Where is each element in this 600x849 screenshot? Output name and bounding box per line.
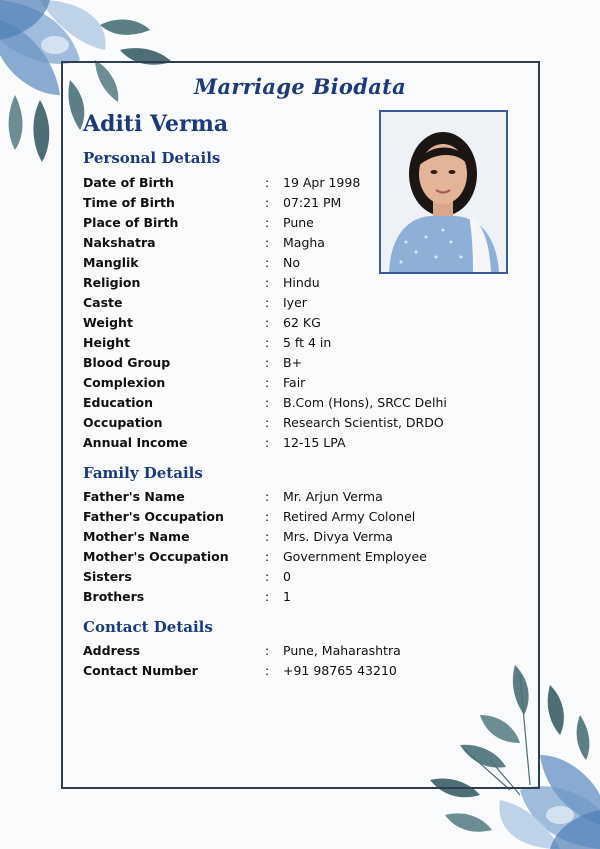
personal-row <box>83 392 447 412</box>
field-separator: : <box>265 314 270 330</box>
field-value: Retired Army Colonel <box>283 508 416 524</box>
field-value: 1 <box>283 588 291 604</box>
field-value: 5 ft 4 in <box>283 334 332 350</box>
personal-row <box>83 252 300 272</box>
personal-row <box>83 312 321 332</box>
field-value: No <box>283 254 300 270</box>
field-label: Weight <box>83 314 133 330</box>
field-separator: : <box>265 508 270 524</box>
field-value: Mr. Arjun Verma <box>283 488 383 504</box>
field-value: 12-15 LPA <box>283 434 346 450</box>
field-label: Occupation <box>83 414 163 430</box>
personal-row <box>83 272 320 292</box>
field-value: Pune, Maharashtra <box>283 642 401 658</box>
field-separator: : <box>265 274 270 290</box>
field-label: Sisters <box>83 568 132 584</box>
field-value: 0 <box>283 568 291 584</box>
personal-row <box>83 292 307 312</box>
field-value: 62 KG <box>283 314 321 330</box>
field-value: Mrs. Divya Verma <box>283 528 393 544</box>
field-label: Nakshatra <box>83 234 156 250</box>
section-heading-personal: Personal Details <box>83 149 221 167</box>
profile-photo <box>379 110 508 274</box>
field-value: Research Scientist, DRDO <box>283 414 444 430</box>
field-value: 07:21 PM <box>283 194 342 210</box>
document-title: Marriage Biodata <box>193 74 407 99</box>
field-separator: : <box>265 528 270 544</box>
personal-row <box>83 212 314 232</box>
field-value: Hindu <box>283 274 320 290</box>
field-separator: : <box>265 642 270 658</box>
field-label: Brothers <box>83 588 145 604</box>
field-separator: : <box>265 488 270 504</box>
field-separator: : <box>265 234 270 250</box>
personal-row <box>83 412 444 432</box>
section-heading-contact: Contact Details <box>83 618 213 636</box>
field-value: +91 98765 43210 <box>283 663 397 678</box>
field-separator: : <box>265 434 270 450</box>
field-separator: : <box>265 588 270 604</box>
field-separator: : <box>265 663 270 678</box>
field-label: Manglik <box>83 254 139 270</box>
field-label: Address <box>83 642 141 658</box>
field-separator: : <box>265 334 270 350</box>
field-separator: : <box>265 568 270 584</box>
field-label: Caste <box>83 294 123 310</box>
field-label: Annual Income <box>83 434 188 450</box>
field-separator: : <box>265 414 270 430</box>
field-label: Height <box>83 334 131 350</box>
field-label: Mother's Name <box>83 528 190 544</box>
family-row <box>83 586 291 606</box>
field-value: Fair <box>283 374 306 390</box>
field-separator: : <box>265 254 270 270</box>
field-label: Religion <box>83 274 141 290</box>
personal-row <box>83 232 325 252</box>
field-separator: : <box>265 394 270 410</box>
field-value: Magha <box>283 234 325 250</box>
family-row <box>83 486 383 506</box>
field-separator: : <box>265 374 270 390</box>
field-value: Government Employee <box>283 548 427 564</box>
field-separator: : <box>265 354 270 370</box>
field-label: Mother's Occupation <box>83 548 229 564</box>
personal-row <box>83 172 360 192</box>
contact-row <box>83 640 401 660</box>
field-label: Complexion <box>83 374 166 390</box>
field-label: Blood Group <box>83 354 171 370</box>
field-value: 19 Apr 1998 <box>283 174 361 190</box>
field-separator: : <box>265 194 270 210</box>
personal-row <box>83 192 341 212</box>
family-row <box>83 566 291 586</box>
personal-row <box>83 352 302 372</box>
field-value: Iyer <box>283 294 307 310</box>
personal-row <box>83 432 346 452</box>
field-separator: : <box>265 294 270 310</box>
field-label: Date of Birth <box>83 174 174 190</box>
field-label: Education <box>83 394 153 410</box>
family-row <box>83 506 415 526</box>
field-separator: : <box>265 174 270 190</box>
family-row <box>83 546 427 566</box>
field-value: B+ <box>283 354 303 370</box>
personal-row <box>83 372 305 392</box>
person-name: Aditi Verma <box>83 111 229 137</box>
contact-row <box>83 661 397 681</box>
field-value: B.Com (Hons), SRCC Delhi <box>283 394 447 410</box>
field-label: Father's Name <box>83 488 185 504</box>
field-label: Place of Birth <box>83 214 179 230</box>
section-heading-family: Family Details <box>83 464 203 482</box>
field-separator: : <box>265 214 270 230</box>
family-row <box>83 526 393 546</box>
field-label: Contact Number <box>83 663 198 678</box>
personal-row <box>83 332 331 352</box>
field-label: Father's Occupation <box>83 508 224 524</box>
field-label: Time of Birth <box>83 194 175 210</box>
field-separator: : <box>265 548 270 564</box>
field-value: Pune <box>283 214 314 230</box>
